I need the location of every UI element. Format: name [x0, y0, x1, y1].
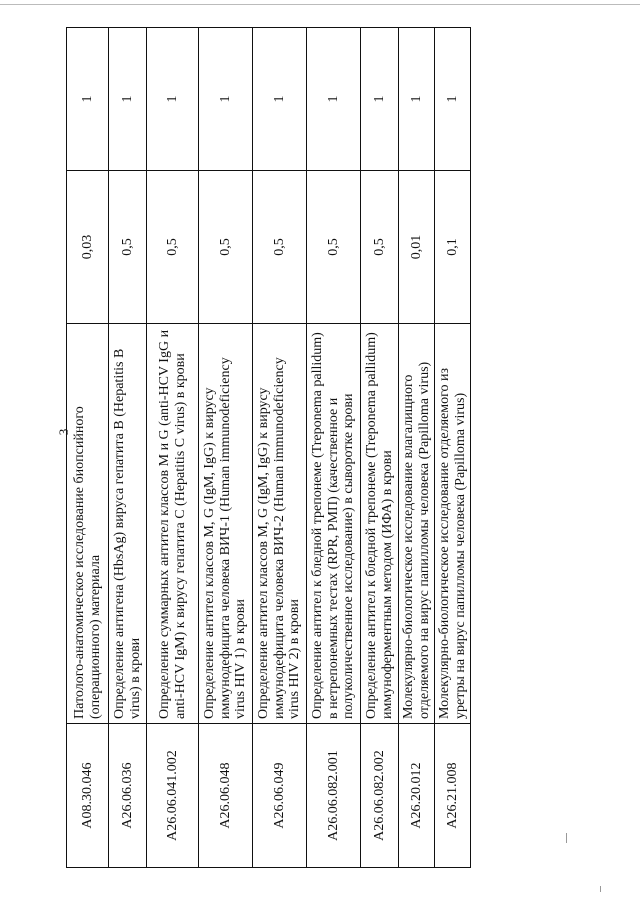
service-code: A26.20.012 — [399, 724, 435, 868]
service-name: Определение антител к бледной трепонеме (Treponema pallidum) иммуноферментным методом (ИФА) в крови — [361, 324, 399, 724]
page-number: 3 — [56, 428, 71, 436]
service-name: Определение антител к бледной трепонеме (Treponema pallidum) в нетрепонемных тестах (RPR, РМП) (качественное и полуколичественное исследование) в сыворотке крови — [307, 324, 361, 724]
table-row — [199, 28, 253, 868]
multiplicity-value: 1 — [109, 28, 147, 171]
scan-mark — [600, 886, 601, 892]
multiplicity-value: 1 — [199, 28, 253, 171]
service-name: Определение антигена (HbsAg) вируса гепатита B (Hepatitis B virus) в крови — [109, 324, 147, 724]
table-row — [147, 28, 199, 868]
frequency-value: 0,5 — [307, 171, 361, 324]
service-name: Патолого-анатомическое исследование биопсийного (операционного) материала — [67, 324, 109, 724]
service-name: Молекулярно-биологическое исследование влагалищного отделяемого на вирус папилломы человека (Papilloma virus) — [399, 324, 435, 724]
services-table — [66, 27, 471, 868]
multiplicity-value: 1 — [147, 28, 199, 171]
frequency-value: 0,5 — [361, 171, 399, 324]
frequency-value: 0,5 — [199, 171, 253, 324]
frequency-value: 0,5 — [109, 171, 147, 324]
table-row — [399, 28, 435, 868]
rotated-table-wrapper — [66, 28, 468, 868]
service-code: A26.06.082.002 — [361, 724, 399, 868]
table-row — [361, 28, 399, 868]
frequency-value: 0,03 — [67, 171, 109, 324]
service-name: Определение суммарных антител классов M и G (anti-HCV IgG и anti-HCV IgM) к вирусу гепатита C (Hepatitis C virus) в крови — [147, 324, 199, 724]
multiplicity-value: 1 — [399, 28, 435, 171]
multiplicity-value: 1 — [361, 28, 399, 171]
multiplicity-value: 1 — [435, 28, 471, 171]
multiplicity-value: 1 — [253, 28, 307, 171]
table-row — [67, 28, 109, 868]
service-code: A26.06.036 — [109, 724, 147, 868]
service-name: Определение антител классов M, G (IgM, IgG) к вирусу иммунодефицита человека ВИЧ-1 (Human immunodeficiency virus HIV 1) в крови — [199, 324, 253, 724]
frequency-value: 0,5 — [147, 171, 199, 324]
table-row — [435, 28, 471, 868]
service-code: A26.06.082.001 — [307, 724, 361, 868]
multiplicity-value: 1 — [67, 28, 109, 171]
service-name: Определение антител классов M, G (IgM, IgG) к вирусу иммунодефицита человека ВИЧ-2 (Human immunodeficiency virus HIV 2) в крови — [253, 324, 307, 724]
service-code: A26.06.041.002 — [147, 724, 199, 868]
service-code: A26.06.048 — [199, 724, 253, 868]
frequency-value: 0,5 — [253, 171, 307, 324]
top-rule — [0, 4, 640, 5]
service-code: A26.21.008 — [435, 724, 471, 868]
table-row — [253, 28, 307, 868]
scan-mark — [566, 833, 567, 843]
service-code: A26.06.049 — [253, 724, 307, 868]
service-code: A08.30.046 — [67, 724, 109, 868]
multiplicity-value: 1 — [307, 28, 361, 171]
service-name: Молекулярно-биологическое исследование отделяемого из уретры на вирус папилломы человека (Papilloma virus) — [435, 324, 471, 724]
frequency-value: 0,1 — [435, 171, 471, 324]
table-row — [307, 28, 361, 868]
table-row — [109, 28, 147, 868]
frequency-value: 0,01 — [399, 171, 435, 324]
